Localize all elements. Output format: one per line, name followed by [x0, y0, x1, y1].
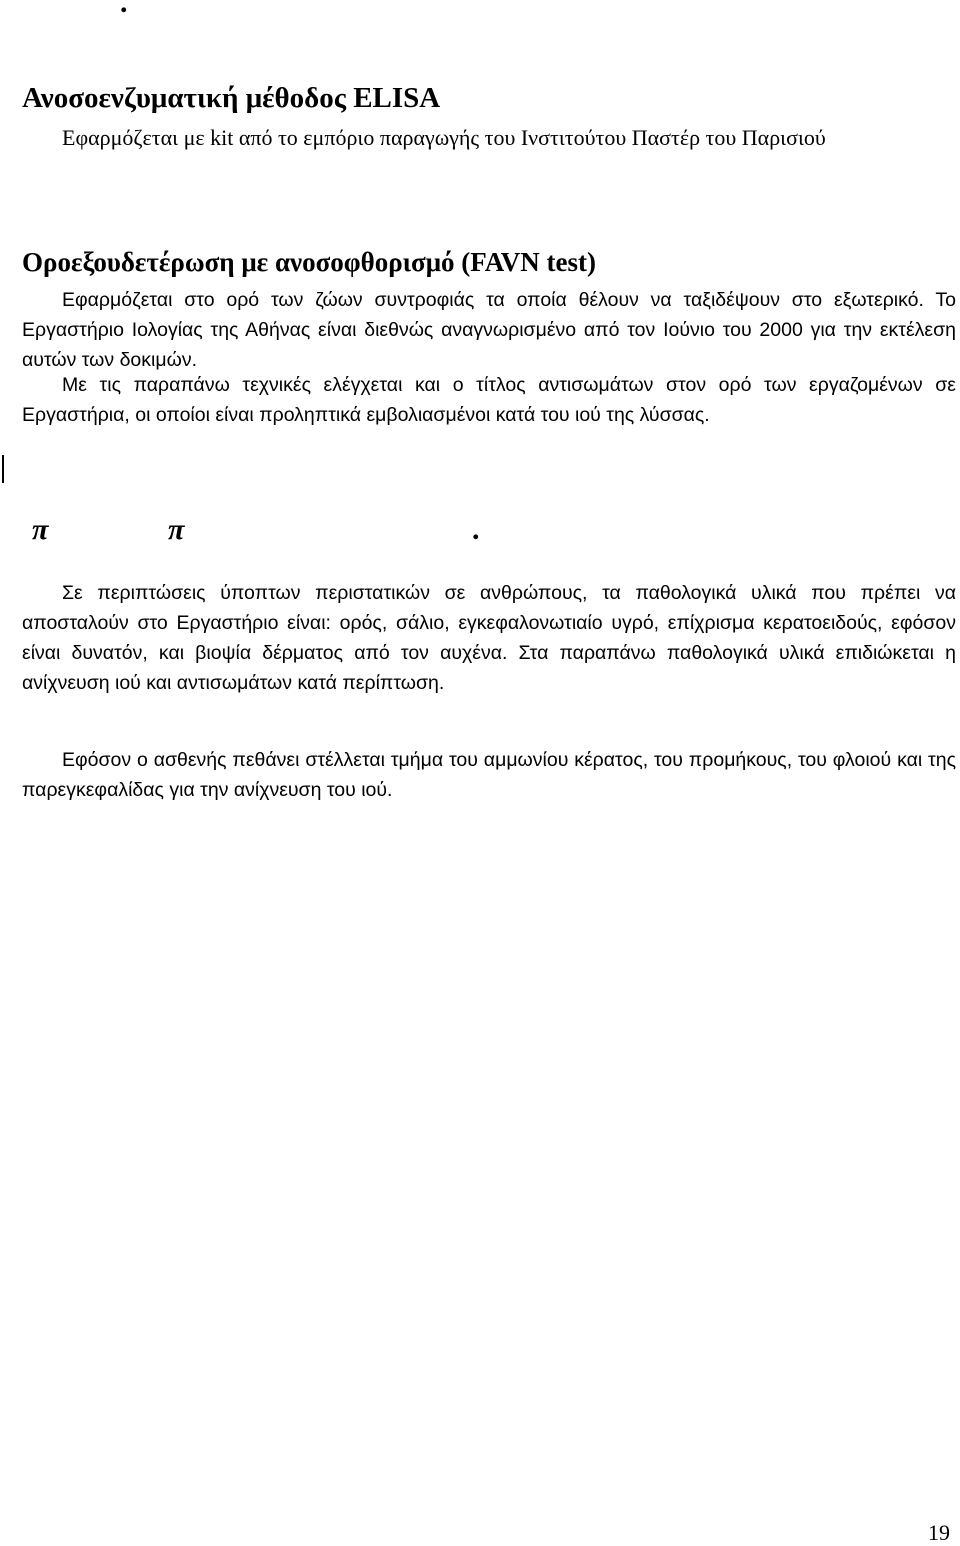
- section-heading-glyph: .: [472, 513, 480, 546]
- favn-heading: Οροεξουδετέρωση με ανοσοφθορισμό (FAVN test): [22, 247, 596, 277]
- text-cursor: [2, 455, 4, 483]
- elisa-heading: Ανοσοενζυματική μέθοδος ELISA: [22, 82, 441, 114]
- top-mark: .: [120, 0, 128, 19]
- human-cases-paragraph: Σε περιπτώσεις ύποπτων περιστατικών σε ανθρώπους, τα παθολογικά υλικά που πρέπει να αποσταλούν στο Εργαστήριο είναι: ορός, σάλιο, εγκεφαλονωτιαίο υγρό, επίχρισμα κερατοειδούς, εφόσον είναι δυνατόν, και βιοψία δέρματος από τον αυχένα. Στα παραπάνω παθολογικά υλικά επιδιώκεται η ανίχνευση ιού και αντισωμάτων κατά περίπτωση.: [22, 582, 956, 694]
- section-heading: [32, 512, 482, 552]
- favn-paragraph-1: Εφαρμόζεται στο ορό των ζώων συντροφιάς τα οποία θέλουν να ταξιδέψουν στο εξωτερικό. Το Εργαστήριο Ιολογίας της Αθήνας είναι διεθνώς αναγνωρισμένο από τον Ιούνιο του 2000 για την εκτέλεση αυτών των δοκιμών.: [22, 289, 956, 371]
- favn-paragraph-2: Με τις παραπάνω τεχνικές ελέγχεται και ο τίτλος αντισωμάτων στον ορό των εργαζομένων σε Εργαστήρια, οι οποίοι είναι προληπτικά εμβολιασμένοι κατά του ιού της λύσσας.: [22, 374, 956, 426]
- elisa-paragraph: Εφαρμόζεται με kit από το εμπόριο παραγωγής του Ινστιτούτου Παστέρ του Παρισιού: [62, 125, 826, 150]
- page-number: 19: [928, 1520, 950, 1545]
- section-heading-glyph: π: [32, 513, 49, 546]
- section-heading-glyph: π: [168, 513, 185, 546]
- death-samples-paragraph: Εφόσον ο ασθενής πεθάνει στέλλεται τμήμα του αμμωνίου κέρατος, του προμήκους, του φλοιού και της παρεγκεφαλίδας για την ανίχνευση του ιού.: [22, 749, 956, 801]
